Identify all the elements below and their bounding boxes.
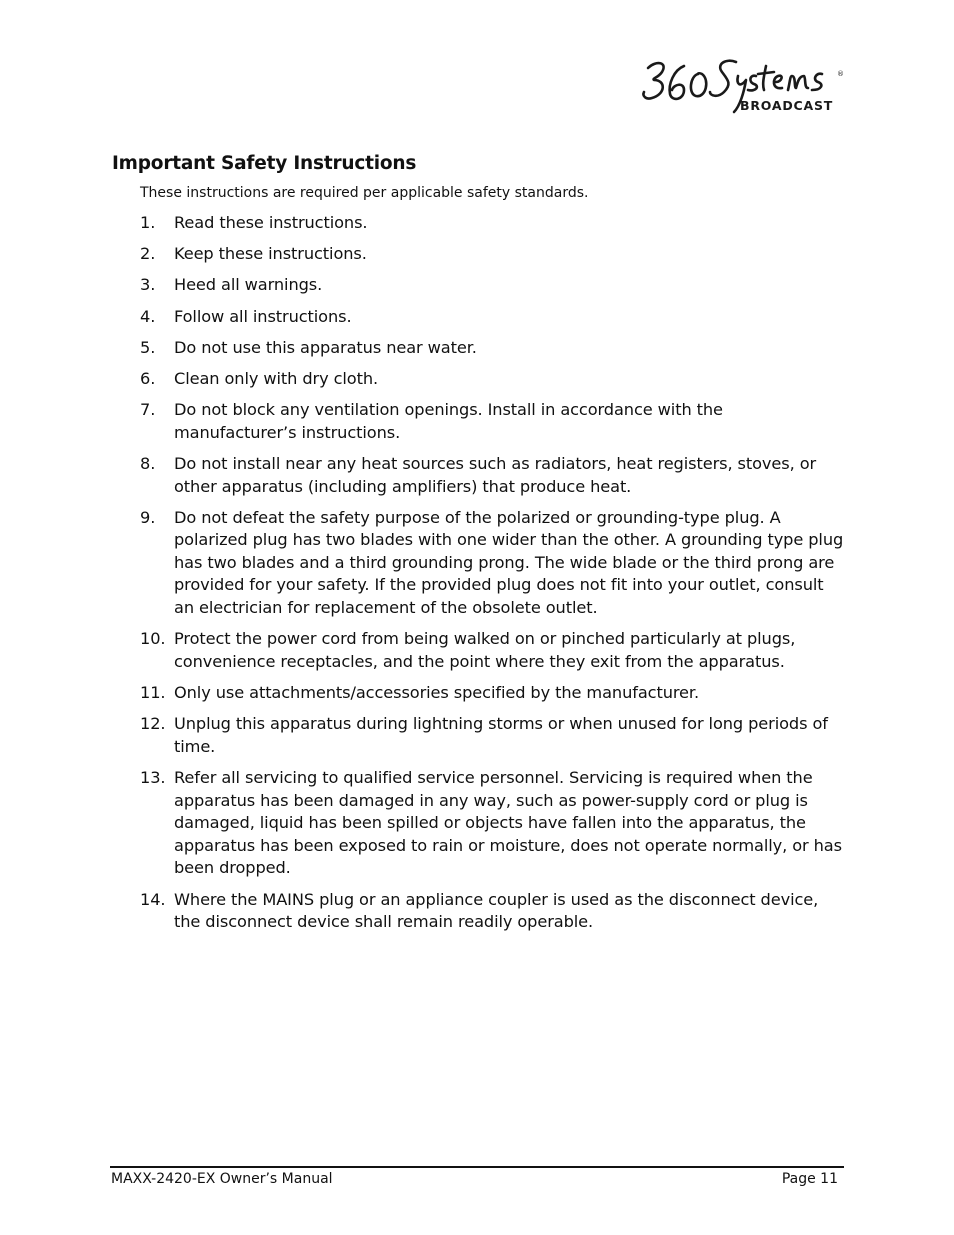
item-text: Clean only with dry cloth. — [174, 368, 379, 388]
item-text: Keep these instructions. — [174, 244, 367, 264]
list-item — [140, 453, 844, 498]
item-number: 14. — [140, 889, 166, 909]
item-number: 11. — [140, 683, 166, 703]
list-item — [140, 628, 844, 673]
logo-subtext: BROADCAST — [740, 98, 834, 113]
item-text: Do not use this apparatus near water. — [174, 337, 477, 357]
item-number: 1. — [140, 213, 156, 232]
list-item — [140, 399, 844, 444]
item-number: 2. — [140, 244, 156, 264]
list-item — [140, 507, 844, 620]
list-item — [140, 713, 844, 758]
list-item — [140, 368, 844, 391]
item-text: Do not block any ventilation openings. Install in accordance with the manufacturer’s instructions. — [174, 400, 723, 442]
item-text: Do not defeat the safety purpose of the polarized or grounding-type plug. A polarized plug has two blades with one wider than the other. A grounding type plug has two blades and a third grounding prong. The wide blade or the third prong are provided for your safety. If the provided plug does not fit into your outlet, consult an electrician for replacement of the obsolete outlet. — [174, 507, 844, 618]
list-item — [140, 306, 844, 329]
list-item — [140, 337, 844, 360]
company-logo — [640, 54, 846, 116]
item-text: Unplug this apparatus during lightning storms or when unused for long periods of time. — [174, 714, 828, 756]
footer-manual-title: MAXX-2420-EX Owner’s Manual — [111, 1171, 333, 1187]
registered-mark: ® — [837, 70, 844, 78]
item-number: 12. — [140, 714, 166, 734]
list-item — [140, 682, 844, 705]
item-number: 9. — [140, 507, 156, 527]
item-number: 4. — [140, 306, 156, 326]
list-item — [140, 274, 844, 297]
item-text: Refer all servicing to qualified service personnel. Servicing is required when the apparatus has been damaged in any way, such as power-supply cord or plug is damaged, liquid has been spilled or objects have fallen into the apparatus, the apparatus has been exposed to rain or moisture, does not operate normally, or has been dropped. — [174, 768, 842, 878]
item-text: Follow all instructions. — [174, 306, 352, 326]
item-number: 6. — [140, 368, 156, 388]
item-number: 10. — [140, 629, 166, 649]
list-item — [140, 243, 844, 266]
item-number: 5. — [140, 337, 156, 357]
item-text: Protect the power cord from being walked on or pinched particularly at plugs, convenience receptacles, and the point where they exit from the apparatus. — [174, 629, 796, 671]
item-number: 8. — [140, 453, 156, 473]
item-number: 3. — [140, 275, 156, 295]
instruction-list — [140, 212, 844, 942]
intro-text: These instructions are required per applicable safety standards. — [140, 185, 589, 201]
item-text: Only use attachments/accessories specified by the manufacturer. — [174, 683, 700, 703]
item-text: Do not install near any heat sources such as radiators, heat registers, stoves, or other apparatus (including amplifiers) that produce heat. — [174, 453, 817, 496]
footer-divider — [110, 1166, 844, 1168]
item-number: 13. — [140, 768, 166, 787]
item-number: 7. — [140, 400, 156, 420]
list-item — [140, 767, 844, 880]
item-text: Read these instructions. — [174, 213, 368, 232]
logo-graphic — [640, 54, 846, 116]
page-title: Important Safety Instructions — [112, 153, 417, 174]
footer-page-number: Page 11 — [781, 1171, 838, 1187]
list-item — [140, 212, 844, 235]
item-text: Where the MAINS plug or an appliance coupler is used as the disconnect device, the disconnect device shall remain readily operable. — [174, 889, 819, 932]
item-text: Heed all warnings. — [174, 275, 323, 295]
list-item — [140, 889, 844, 934]
